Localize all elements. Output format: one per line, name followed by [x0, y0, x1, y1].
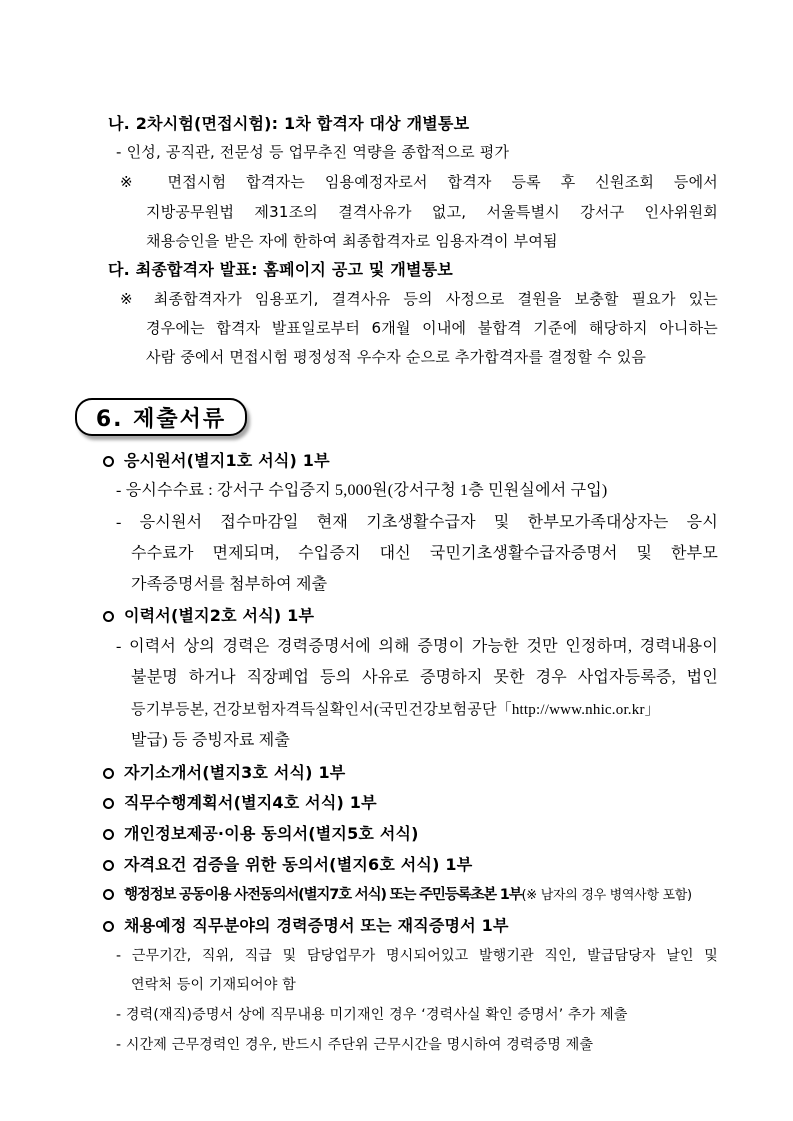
circle-bullet-icon: [103, 798, 114, 809]
circle-bullet-icon: [103, 456, 114, 467]
document-item-note: (※ 남자의 경우 병역사항 포함): [521, 888, 692, 903]
document-item-detail: 수수료가 면제되며, 수입증지 대신 국민기초생활수급자증명서 및 한부모: [131, 545, 718, 562]
document-item: [103, 885, 692, 906]
section-6-title-box: [75, 398, 247, 436]
document-item-label: 이력서(별지2호 서식) 1부: [124, 606, 315, 625]
subsection-b-bullet: - 인성, 공직관, 전문성 등 업무추진 역량을 종합적으로 평가: [116, 143, 510, 161]
circle-bullet-icon: [103, 611, 114, 622]
circle-bullet-icon: [103, 829, 114, 840]
circle-bullet-icon: [103, 921, 114, 932]
document-item: [103, 916, 509, 936]
document-item: [103, 855, 472, 875]
subsection-b-note-line: 지방공무원법 제31조의 결격사유가 없고, 서울특별시 강서구 인사위원회: [146, 203, 718, 221]
circle-bullet-icon: [103, 860, 114, 871]
document-item: [103, 606, 314, 626]
document-item-detail: 발급) 등 증빙자료 제출: [131, 732, 291, 749]
document-item-label: 응시원서(별지1호 서식) 1부: [124, 451, 330, 470]
subsection-c-note-line: 경우에는 합격자 발표일로부터 6개월 이내에 불합격 기준에 해당하지 아니하는: [146, 319, 718, 337]
subsection-c-heading: 다. 최종합격자 발표: 홈페이지 공고 및 개별통보: [108, 260, 453, 279]
document-item-detail: 불분명 하거나 직장폐업 등의 사유로 증명하지 못한 경우 사업자등록증, 법인: [131, 669, 718, 686]
document-item-detail: 연락처 등이 기재되어야 함: [131, 977, 296, 993]
document-item-detail: 등기부등본, 건강보험자격득실확인서(국민건강보험공단「http://www.nhic.or.kr」: [131, 702, 660, 718]
document-item-detail: - 경력(재직)증명서 상에 직무내용 미기재인 경우 ‘경력사실 확인 증명서’ 추가 제출: [116, 1007, 628, 1023]
document-item-label: 채용예정 직무분야의 경력증명서 또는 재직증명서 1부: [124, 916, 509, 935]
document-item-label: 행정정보 공동이용 사전동의서(별지7호 서식) 또는 주민등록초본 1부: [124, 887, 522, 903]
document-item: [103, 824, 419, 844]
document-item: [103, 793, 377, 813]
circle-bullet-icon: [103, 889, 114, 900]
subsection-c-note-line: 사람 중에서 면접시험 평정성적 우수자 순으로 추가합격자를 결정할 수 있음: [146, 348, 647, 366]
subsection-b-heading: 나. 2차시험(면접시험): 1차 합격자 대상 개별통보: [108, 114, 470, 133]
section-6-title: 6. 제출서류: [95, 406, 227, 432]
subsection-b-note-line: ※ 면접시험 합격자는 임용예정자로서 합격자 등록 후 신원조회 등에서: [120, 173, 718, 191]
subsection-b-note-line: 채용승인을 받은 자에 한하여 최종합격자로 임용자격이 부여됨: [146, 232, 558, 250]
document-item-label: 자기소개서(별지3호 서식) 1부: [124, 763, 346, 782]
document-item-label: 자격요건 검증을 위한 동의서(별지6호 서식) 1부: [124, 855, 473, 874]
document-item-label: 개인정보제공·이용 동의서(별지5호 서식): [124, 824, 419, 843]
document-item-detail: - 이력서 상의 경력은 경력증명서에 의해 증명이 가능한 것만 인정하며, 경력내용이: [116, 638, 718, 655]
document-item-detail: - 근무기간, 직위, 직급 및 담당업무가 명시되어있고 발행기관 직인, 발급담당자 날인 및: [116, 948, 718, 964]
document-item-label: 직무수행계획서(별지4호 서식) 1부: [124, 793, 377, 812]
document-item-detail: - 시간제 근무경력인 경우, 반드시 주단위 근무시간을 명시하여 경력증명 제출: [116, 1037, 594, 1053]
document-item-detail: - 응시수수료 : 강서구 수입증지 5,000원(강서구청 1층 민원실에서 구입): [116, 482, 608, 499]
document-item-detail: - 응시원서 접수마감일 현재 기초생활수급자 및 한부모가족대상자는 응시: [116, 514, 718, 531]
document-item: [103, 763, 345, 783]
circle-bullet-icon: [103, 768, 114, 779]
subsection-c-note-line: ※ 최종합격자가 임용포기, 결격사유 등의 사정으로 결원을 보충할 필요가 있는: [120, 290, 718, 308]
document-item-detail: 가족증명서를 첨부하여 제출: [131, 576, 328, 593]
document-item: [103, 451, 330, 471]
